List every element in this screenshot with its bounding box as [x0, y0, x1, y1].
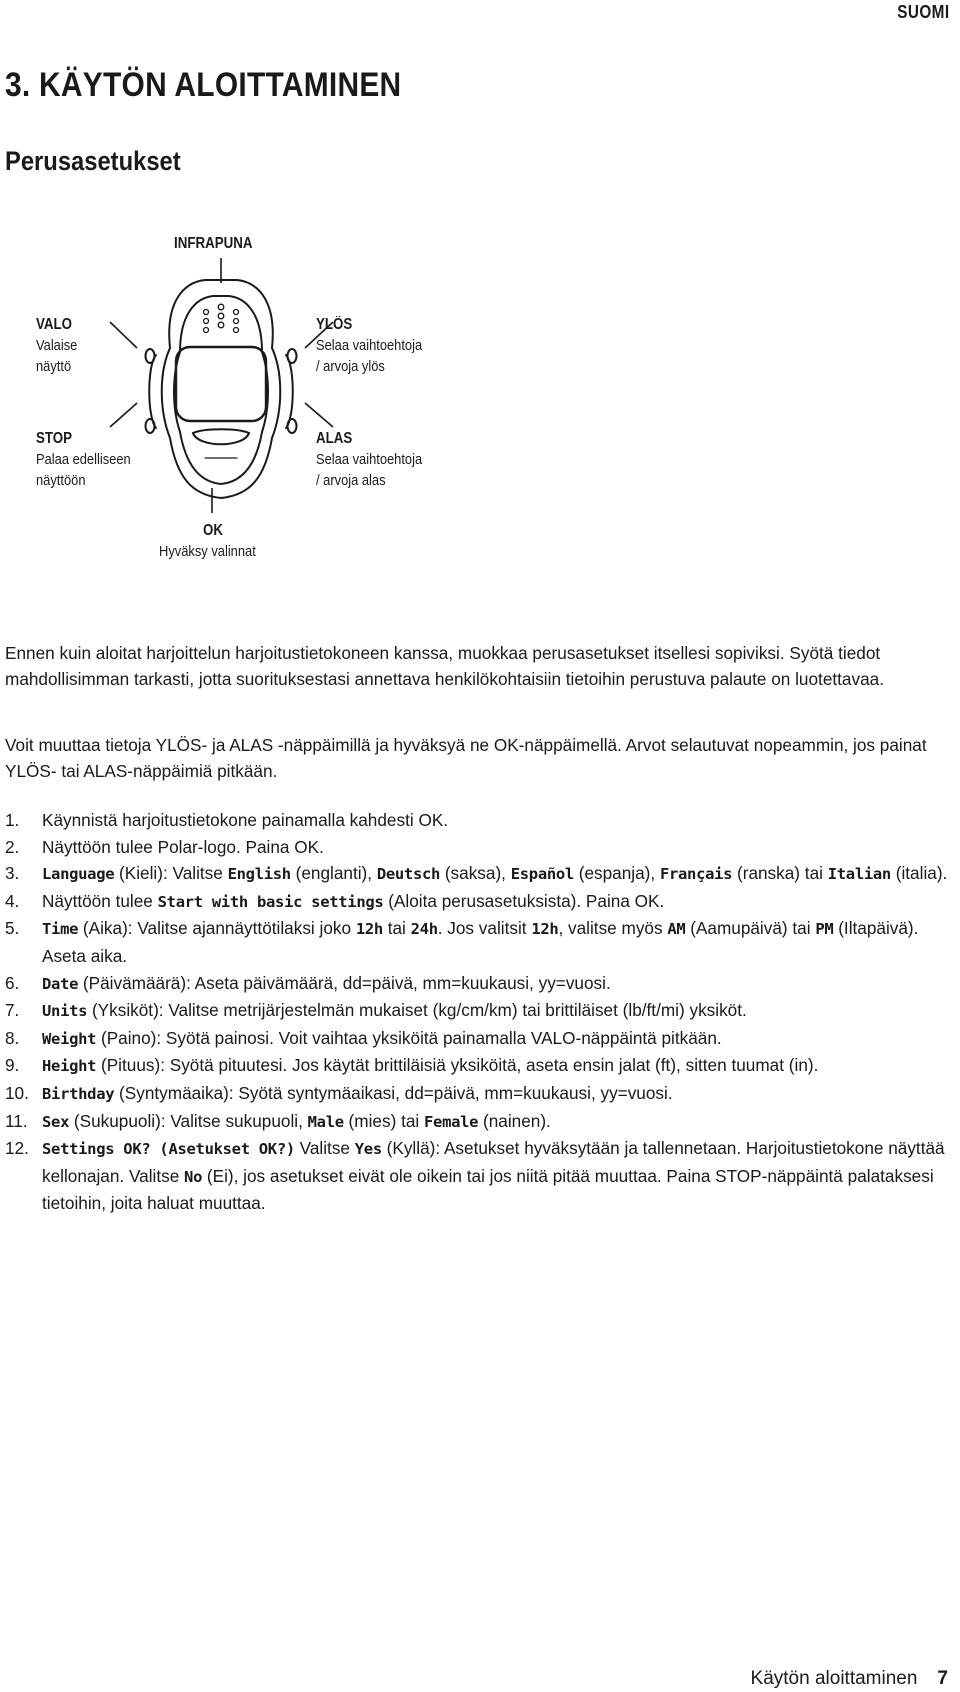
language-label: SUOMI: [897, 2, 950, 22]
step-text-run: (Aika): Valitse ajannäyttötilaksi joko: [78, 918, 356, 939]
display-keyword: Deutsch: [376, 865, 441, 884]
setup-steps-list: [5, 807, 950, 1217]
valo-desc-2: näyttö: [36, 358, 72, 375]
step-text-run: (Kieli): Valitse: [114, 863, 228, 884]
display-keyword: Yes: [354, 1140, 382, 1159]
intro-paragraph-2: [5, 732, 950, 784]
step-number: 9.: [5, 1055, 20, 1076]
stop-desc-2: näyttöön: [36, 472, 86, 489]
step-item: [5, 834, 950, 861]
valo-title: VALO: [36, 316, 73, 333]
step-text-run: (Päivämäärä): Aseta päivämäärä, dd=päivä, mm=kuukausi, yy=vuosi.: [78, 972, 611, 993]
step-text: [42, 1052, 950, 1080]
step-number: 6.: [5, 972, 20, 993]
display-keyword: Language: [42, 865, 115, 884]
step-item: [5, 915, 950, 969]
step-text-run: (espanja),: [573, 863, 660, 884]
ok-title: OK: [203, 522, 223, 539]
step-text-run: Valitse: [294, 1138, 355, 1159]
step-text: [42, 1108, 950, 1136]
step-text-run: . Jos valitsit: [437, 918, 532, 939]
step-text-run: (Aamupäivä) tai: [685, 918, 816, 939]
stop-desc-1: Palaa edelliseen: [36, 451, 131, 468]
alas-title: ALAS: [316, 430, 353, 447]
step-text: [42, 997, 950, 1025]
valo-desc-1: Valaise: [36, 337, 78, 354]
display-keyword: Start with basic settings: [157, 892, 384, 911]
section-title: Perusasetukset: [5, 146, 181, 176]
step-number: 7.: [5, 1000, 20, 1021]
step-text: [42, 915, 950, 969]
step-text-run: (Kyllä): Asetukset hyväksytään ja tallennetaan. Harjoitustietokone näyttää kellonajan. Valitse: [42, 1138, 945, 1186]
step-text-run: (Yksiköt): Valitse metrijärjestelmän mukaiset (kg/cm/km) tai brittiläiset (lb/ft/mi) yksiköt.: [87, 1000, 747, 1021]
step-number: 4.: [5, 890, 20, 911]
display-keyword: Height: [42, 1057, 97, 1076]
footer-title: Käytön aloittaminen: [750, 1668, 918, 1689]
display-keyword: Weight: [42, 1029, 97, 1048]
display-keyword: Female: [424, 1112, 479, 1131]
step-text-run: Käynnistä harjoitustietokone painamalla kahdesti OK.: [42, 810, 449, 830]
chapter-title: 3. KÄYTÖN ALOITTAMINEN: [5, 66, 402, 104]
step-text: [42, 860, 950, 888]
step-text: [42, 1135, 950, 1217]
step-number: 2.: [5, 836, 20, 857]
step-text-run: (italia).: [890, 863, 948, 884]
step-number: 5.: [5, 918, 20, 939]
watch-ir-sensor: [204, 304, 239, 332]
step-item: [5, 1025, 950, 1053]
step-text-run: , valitse myös: [558, 918, 668, 939]
step-text-run: (Aloita perusasetuksista). Paina OK.: [383, 890, 665, 911]
step-number: 8.: [5, 1027, 20, 1048]
watch-diagram: [0, 0, 960, 600]
step-text-run: (saksa),: [440, 863, 511, 884]
step-text-run: (Iltapäivä). Aseta aika.: [42, 918, 919, 966]
step-text: [42, 807, 950, 834]
page-footer: [751, 1668, 948, 1690]
display-keyword: AM: [667, 920, 686, 939]
display-keyword: Date: [42, 974, 79, 993]
step-item: [5, 888, 950, 916]
step-number: 1.: [5, 810, 20, 830]
infrared-title: INFRAPUNA: [174, 235, 253, 252]
step-number: 3.: [5, 863, 20, 884]
step-item: [5, 807, 950, 834]
step-item: [5, 1135, 950, 1217]
watch-ok-button: [193, 429, 249, 444]
step-number: 10.: [5, 1082, 29, 1103]
step-text-run: (englanti),: [290, 863, 377, 884]
step-item: [5, 860, 950, 888]
step-text-run: Näyttöön tulee: [42, 890, 158, 911]
ylos-title: YLÖS: [316, 316, 353, 333]
display-keyword: Italian: [827, 865, 891, 884]
display-keyword: 12h: [531, 920, 559, 939]
stop-title: STOP: [36, 430, 73, 447]
display-keyword: Birthday: [42, 1084, 115, 1103]
alas-desc-1: Selaa vaihtoehtoja: [316, 451, 423, 468]
step-text: [42, 970, 950, 998]
step-text: [42, 1025, 950, 1053]
step-text-run: (mies) tai: [343, 1110, 424, 1131]
watch-case-outline: [174, 296, 268, 484]
display-keyword: Time: [42, 920, 79, 939]
step-text-run: (Ei), jos asetukset eivät ole oikein tai jos niitä pitää muuttaa. Paina STOP-näppäintä palataksesi tietoihin, joita haluat muuttaa.: [42, 1165, 934, 1214]
step-item: [5, 1108, 950, 1136]
step-text-run: tai: [382, 918, 411, 939]
alas-desc-2: / arvoja alas: [316, 472, 386, 489]
display-keyword: PM: [815, 920, 834, 939]
intro-text-1: Ennen kuin aloitat harjoittelun harjoitustietokoneen kanssa, muokkaa perusasetukset itsellesi sopiviksi. Syötä tiedot mahdollisimman tarkasti, jotta suorituksestasi annettava henkilökohtaisiin tietoihin perustuva palaute on luotettavaa.: [5, 643, 884, 689]
step-number: 11.: [5, 1110, 28, 1131]
display-keyword: 12h: [355, 920, 383, 939]
step-item: [5, 1052, 950, 1080]
display-keyword: Español: [510, 865, 574, 884]
page-number: 7: [937, 1668, 948, 1689]
display-keyword: Settings OK? (Asetukset OK?): [42, 1140, 295, 1159]
step-item: [5, 970, 950, 998]
step-text-run: (Syntymäaika): Syötä syntymäaikasi, dd=päivä, mm=kuukausi, yy=vuosi.: [114, 1082, 673, 1103]
intro-paragraph-1: [5, 640, 950, 692]
step-text-run: (Pituus): Syötä pituutesi. Jos käytät brittiläisiä yksiköitä, aseta ensin jalat (ft), sitten tuumat (in).: [96, 1055, 819, 1076]
ok-desc: Hyväksy valinnat: [159, 543, 256, 560]
display-keyword: Male: [307, 1112, 344, 1131]
display-keyword: Sex: [42, 1112, 70, 1131]
display-keyword: English: [227, 865, 291, 884]
step-text-run: Näyttöön tulee Polar-logo. Paina OK.: [42, 836, 324, 857]
step-number: 12.: [5, 1138, 29, 1159]
ylos-desc-1: Selaa vaihtoehtoja: [316, 337, 423, 354]
step-text-run: (ranska) tai: [732, 863, 828, 884]
step-text: [42, 888, 950, 916]
display-keyword: 24h: [410, 920, 438, 939]
step-item: [5, 997, 950, 1025]
step-text: [42, 834, 950, 861]
display-keyword: Units: [42, 1002, 88, 1021]
step-text-run: (Paino): Syötä painosi. Voit vaihtaa yksiköitä painamalla VALO-näppäintä pitkään.: [96, 1027, 722, 1048]
step-text-run: (nainen).: [478, 1110, 551, 1131]
ylos-desc-2: / arvoja ylös: [316, 358, 385, 375]
watch-display: [176, 347, 266, 421]
step-text: [42, 1080, 950, 1108]
display-keyword: No: [184, 1167, 203, 1186]
step-item: [5, 1080, 950, 1108]
step-text-run: (Sukupuoli): Valitse sukupuoli,: [69, 1110, 308, 1131]
intro-text-2: Voit muuttaa tietoja YLÖS- ja ALAS -näppäimillä ja hyväksyä ne OK-näppäimellä. Arvot selautuvat nopeammin, jos painat YLÖS- tai ALAS-näppäimiä pitkään.: [5, 735, 927, 781]
display-keyword: Français: [659, 865, 733, 884]
